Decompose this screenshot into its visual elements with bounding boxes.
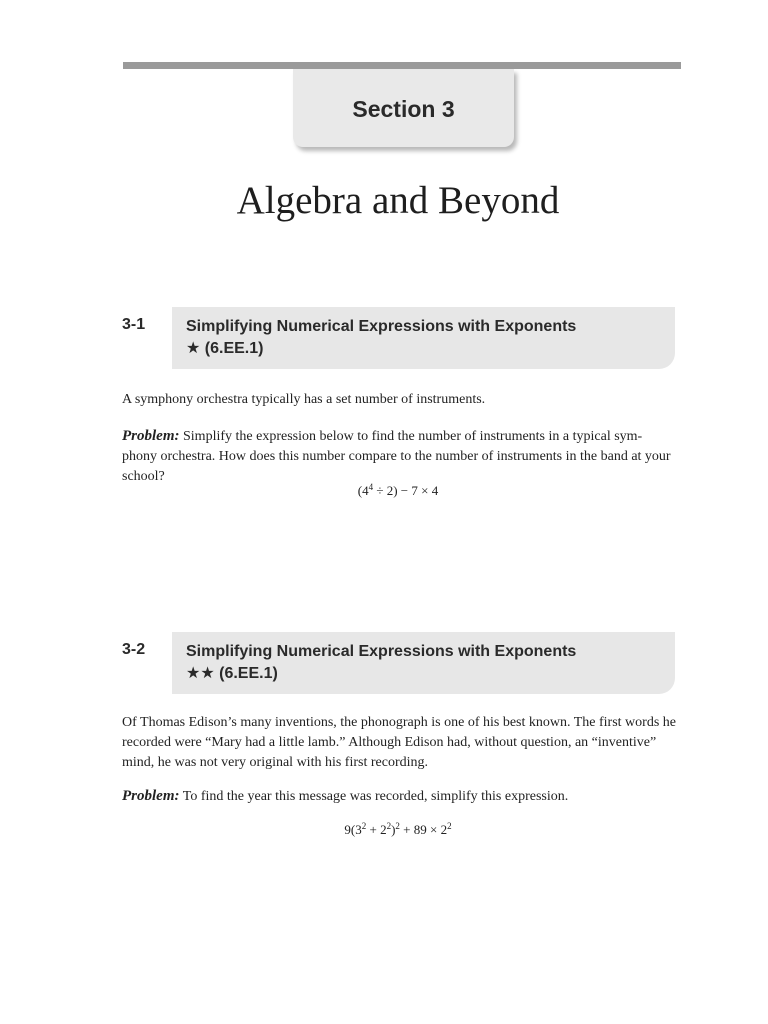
top-rule: [123, 62, 681, 69]
problem-text: Simplify the expression below to find the number of instruments in a typical sym- phony orchestra. How does this number compare to the number of instruments in the band at your school?: [122, 429, 671, 484]
problem-expression: $(4^4 \div 2) - 7 \times 4$: [357, 482, 439, 498]
problem-banner: [172, 632, 675, 694]
problem-rating: ★★ (6.EE.1): [186, 665, 278, 682]
problem-intro: Of Thomas Edison’s many inventions, the phonograph is one of his best known. The first words he recorded were “Mary had a little lamb.” Although Edison had, without question, an “inventive” mind, he was not very original with his first recording.: [122, 715, 676, 770]
problem-expression: $9(3^2 + 2^2)^2 + 89 \times 2^2$: [344, 821, 452, 837]
problem-intro: A symphony orchestra typically has a set number of instruments.: [122, 392, 486, 407]
problem-title: Simplifying Numerical Expressions with Exponents: [186, 643, 577, 660]
problem-rating: ★ (6.EE.1): [186, 340, 264, 357]
problem-number: 3-2: [122, 641, 146, 658]
problem-statement: [122, 426, 678, 487]
problem-text: To find the year this message was recorded, simplify this expression.: [179, 789, 569, 804]
problem-label: Problem:: [122, 428, 180, 444]
problem-label: Problem:: [122, 788, 180, 804]
section-label: Section 3: [293, 69, 514, 147]
section-title: Algebra and Beyond: [236, 179, 560, 222]
problem-title: Simplifying Numerical Expressions with Exponents: [186, 318, 577, 335]
problem-number: 3-1: [122, 316, 146, 333]
problem-statement: [122, 786, 678, 807]
problem-banner: [172, 307, 675, 369]
